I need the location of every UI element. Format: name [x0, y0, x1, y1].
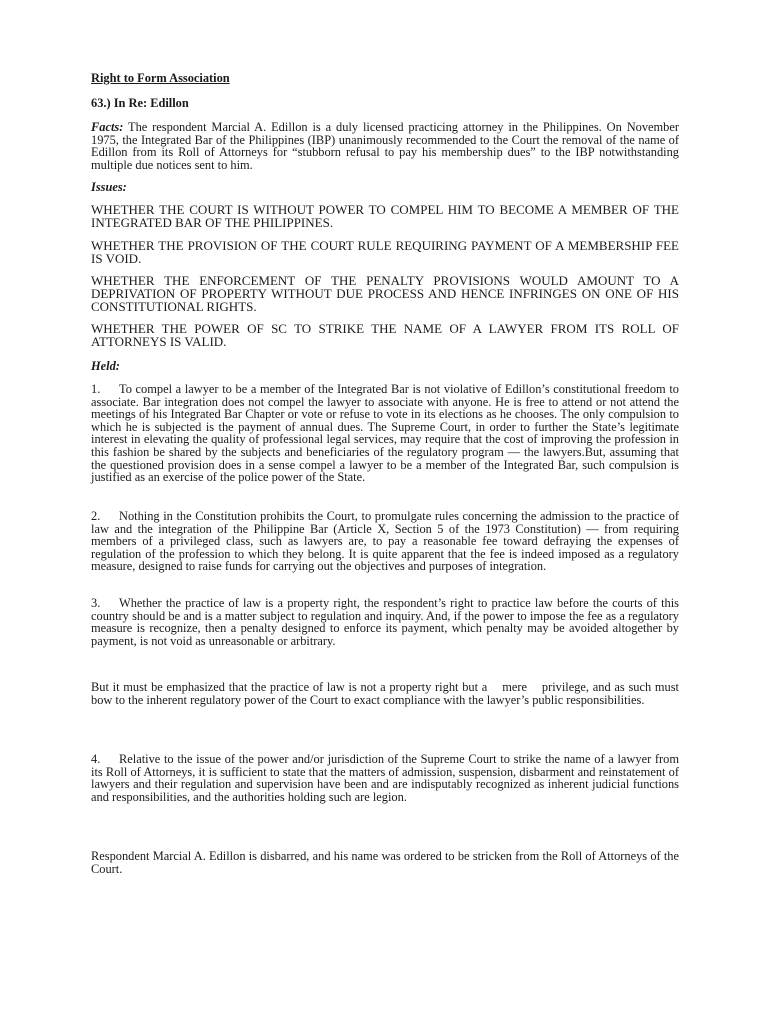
held-item — [91, 383, 679, 484]
issue-item: WHETHER THE POWER OF SC TO STRIKE THE NAME OF A LAWYER FROM ITS ROLL OF ATTORNEYS IS VALID. — [91, 321, 679, 349]
emphasis-paragraph: But it must be emphasized that the practice of law is not a property right but a mere privilege, and as such must bow to the inherent regulatory power of the Court to exact compliance with the lawyer’s public responsibilities. — [91, 680, 683, 707]
held-item — [91, 510, 679, 573]
held-item-text: Nothing in the Constitution prohibits the Court, to promulgate rules concerning the admission to the practice of law and the integration of the Philippine Bar (Article X, Section 5 of the 1973 Constitution) — from requiring members of a privileged class, such as lawyers are, to pay a reasonable fee toward defraying the expenses of regulation of the profession to which they belong. It is quite apparent that the fee is indeed imposed as a regulatory measure, designed to raise funds for carrying out the objectives and purposes of integration. — [91, 509, 679, 574]
issue-item: WHETHER THE ENFORCEMENT OF THE PENALTY PROVISIONS WOULD AMOUNT TO A DEPRIVATION OF PROPERTY WITHOUT DUE PROCESS AND HENCE INFRINGES ON ONE OF HIS CONSTITUTIONAL RIGHTS. — [91, 273, 679, 314]
held-item-text: Relative to the issue of the power and/or jurisdiction of the Supreme Court to strike the name of a lawyer from its Roll of Attorneys, it is sufficient to state that the matters of admission, suspension, disbarment and reinstatement of lawyers and their regulation and supervision have been and are indisputably recognized as inherent judicial functions and responsibilities, and the authorities holding such are legion. — [91, 752, 679, 804]
issue-item: WHETHER THE COURT IS WITHOUT POWER TO COMPEL HIM TO BECOME A MEMBER OF THE INTEGRATED BAR OF THE PHILIPPINES. — [91, 202, 679, 230]
issues-label: Issues: — [91, 180, 127, 194]
facts-text: The respondent Marcial A. Edillon is a duly licensed practicing attorney in the Philippines. On November 1975, the Integrated Bar of the Philippines (IBP) unanimously recommended to the Court the removal of the name of Edillon from its Roll of Attorneys for “stubborn refusal to pay his membership dues” to the IBP notwithstanding multiple due notices sent to him. — [91, 120, 679, 172]
held-item-number: 2. — [91, 509, 101, 523]
facts-label: Facts: — [91, 120, 124, 134]
held-item-number: 4. — [91, 752, 101, 766]
held-item — [91, 597, 679, 647]
facts-paragraph — [91, 121, 679, 171]
conclusion-paragraph: Respondent Marcial A. Edillon is disbarred, and his name was ordered to be stricken from the Roll of Attorneys of the Court. — [91, 849, 679, 876]
issue-item: WHETHER THE PROVISION OF THE COURT RULE REQUIRING PAYMENT OF A MEMBERSHIP FEE IS VOID. — [91, 238, 679, 266]
case-title: 63.) In Re: Edillon — [91, 96, 189, 110]
held-item-number: 1. — [91, 382, 101, 396]
held-item — [91, 753, 679, 803]
held-item-number: 3. — [91, 596, 101, 610]
section-title: Right to Form Association — [91, 71, 230, 85]
held-item-text: Whether the practice of law is a property right, the respondent’s right to practice law before the courts of this country should be and is a matter subject to regulation and inquiry. And, if the power to impose the fee as a regulatory measure is recognize, then a penalty designed to enforce its payment, which penalty may be avoided altogether by payment, is not void as unreasonable or arbitrary. — [91, 596, 679, 648]
held-item-text: To compel a lawyer to be a member of the Integrated Bar is not violative of Edillon’s constitutional freedom to associate. Bar integration does not compel the lawyer to associate with anyone. He is free to attend or not attend the meetings of his Integrated Bar Chapter or vote or refuse to vote in its elections as he chooses. The only compulsion to which he is subjected is the payment of annual dues. The Supreme Court, in order to further the State’s legitimate interest in elevating the quality of professional legal services, may require that the cost of improving the profession in this fashion be shared by the subjects and beneficiaries of the regulatory program — the lawyers.But, assuming that the questioned provision does in a sense compel a lawyer to be a member of the Integrated Bar, such compulsion is justified as an exercise of the police power of the State. — [91, 382, 679, 485]
held-label: Held: — [91, 359, 120, 373]
